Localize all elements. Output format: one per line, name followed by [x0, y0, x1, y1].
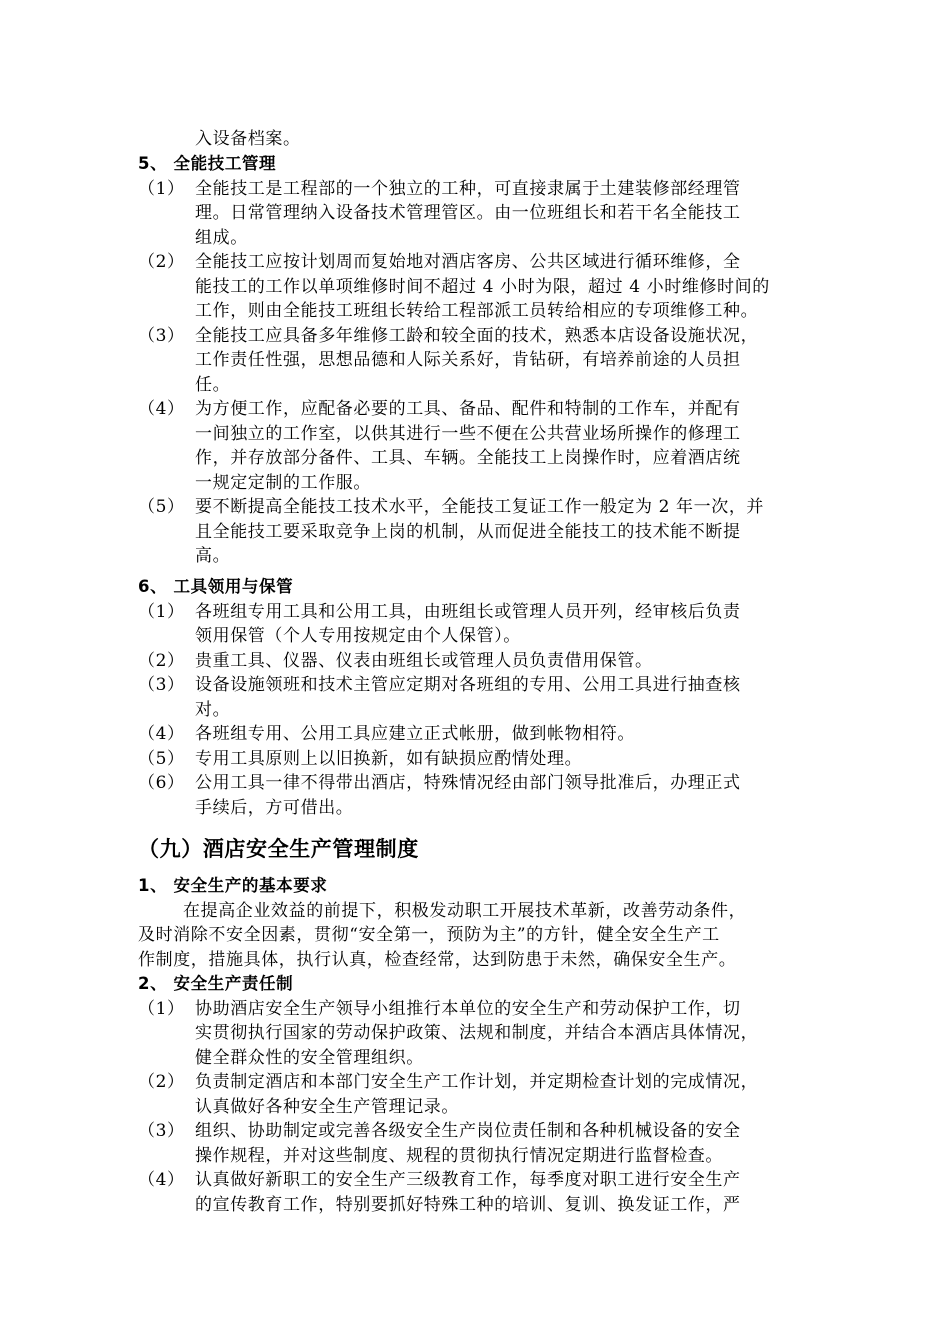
text-line: 认真做好新职工的安全生产三级教育工作，每季度对职工进行安全生产 — [195, 1170, 741, 1190]
text-line: 全能技工应按计划周而复始地对酒店客房、公共区域进行循环维修，全 — [195, 252, 741, 272]
item-number: （1） — [138, 601, 185, 622]
text-line: 公用工具一律不得带出酒店，特殊情况经由部门领导批准后，办理正式 — [195, 773, 741, 793]
text-line: 贵重工具、仪器、仪表由班组长或管理人员负责借用保管。 — [195, 650, 653, 671]
text-line: 协助酒店安全生产领导小组推行本单位的安全生产和劳动保护工作，切 — [195, 998, 741, 1019]
text-line: 设备设施领班和技术主管应定期对各班组的专用、公用工具进行抽查核 — [195, 675, 741, 695]
section-heading: 5、 全能技工管理 — [138, 154, 277, 173]
text-line: 要不断提高全能技工技术水平，全能技工复证工作一般定为 2 年一次，并 — [195, 497, 765, 517]
chapter-heading: （九）酒店安全生产管理制度 — [138, 837, 419, 861]
text-line: 认真做好各种安全生产管理记录。 — [195, 1096, 459, 1117]
list-item — [138, 397, 818, 422]
section-6 — [138, 575, 818, 820]
item-number: （5） — [138, 748, 185, 769]
text-line: 手续后，方可借出。 — [195, 797, 354, 818]
text-line: 各班组专用工具和公用工具，由班组长或管理人员开列，经审核后负责 — [195, 601, 741, 622]
text-line: 一规定定制的工作服。 — [195, 472, 371, 493]
text-line: 组成。 — [195, 227, 248, 248]
text-line: 操作规程，并对这些制度、规程的贯彻执行情况定期进行监督检查。 — [195, 1145, 723, 1166]
item-number: （4） — [138, 1170, 185, 1190]
text-line: 工作，则由全能技工班组长转给工程部派工员转给相应的专项维修工种。 — [195, 301, 759, 321]
text-line: 在提高企业效益的前提下，积极发动职工开展技术革新，改善劳动条件， — [183, 900, 747, 921]
item-number: （4） — [138, 399, 185, 419]
list-item — [138, 177, 818, 202]
text-line: 作制度，措施具体，执行认真，检查经常，达到防患于未然，确保安全生产。 — [138, 949, 737, 970]
text-line: 高。 — [195, 546, 231, 566]
item-number: （1） — [138, 998, 185, 1019]
safety-section-2 — [138, 972, 818, 1217]
continuation-block — [138, 127, 818, 152]
text-line: 组织、协助制定或完善各级安全生产岗位责任制和各种机械设备的安全 — [195, 1121, 741, 1141]
text-line: 且全能技工要采取竞争上岗的机制，从而促进全能技工的技术能不断提 — [195, 521, 741, 542]
list-item — [138, 722, 818, 747]
text-line: 全能技工是工程部的一个独立的工种，可直接隶属于土建装修部经理管 — [195, 178, 741, 199]
text-line: 对。 — [195, 699, 231, 720]
section-heading: 2、 安全生产责任制 — [138, 974, 294, 993]
text-line: 工作责任性强，思想品德和人际关系好，肯钻研，有培养前途的人员担 — [195, 350, 741, 370]
item-number: （3） — [138, 675, 185, 695]
list-item — [138, 747, 818, 772]
text-line: 任。 — [195, 374, 231, 395]
list-item — [138, 997, 818, 1022]
item-number: （1） — [138, 178, 185, 199]
text-line: 的宣传教育工作，特别要抓好特殊工种的培训、复训、换发证工作，严 — [195, 1194, 741, 1215]
text-line: 理。日常管理纳入设备技术管理管区。由一位班组长和若干名全能技工 — [195, 203, 741, 223]
section-5 — [138, 152, 818, 569]
item-number: （6） — [138, 773, 185, 793]
text-line: 一间独立的工作室，以供其进行一些不便在公共营业场所操作的修理工 — [195, 423, 741, 444]
chapter-heading-block — [138, 834, 818, 864]
text-line: 各班组专用、公用工具应建立正式帐册，做到帐物相符。 — [195, 724, 635, 744]
item-number: （5） — [138, 497, 185, 517]
item-number: （2） — [138, 252, 185, 272]
list-item — [138, 649, 818, 674]
text-line: 作，并存放部分备件、工具、车辆。全能技工上岗操作时，应着酒店统 — [195, 448, 741, 468]
text-line: 实贯彻执行国家的劳动保护政策、法规和制度，并结合本酒店具体情况， — [195, 1023, 759, 1043]
list-item — [138, 600, 818, 625]
list-item — [138, 673, 818, 698]
item-number: （3） — [138, 325, 185, 346]
item-number: （3） — [138, 1121, 185, 1141]
item-number: （4） — [138, 724, 185, 744]
text-line: 为方便工作，应配备必要的工具、备品、配件和特制的工作车，并配有 — [195, 399, 741, 419]
list-item — [138, 1119, 818, 1144]
section-heading: 6、 工具领用与保管 — [138, 577, 294, 596]
text-line: 全能技工应具备多年维修工龄和较全面的技术，熟悉本店设备设施状况， — [195, 325, 759, 346]
list-item — [138, 324, 818, 349]
text-line: 专用工具原则上以旧换新，如有缺损应酌情处理。 — [195, 748, 583, 769]
text-line: 能技工的工作以单项维修时间不超过 4 小时为限，超过 4 小时维修时间的 — [195, 276, 770, 297]
text-line: 领用保管（个人专用按规定由个人保管）。 — [195, 626, 521, 646]
text-line: 入设备档案。 — [195, 129, 301, 149]
list-item — [138, 1070, 818, 1095]
list-item — [138, 771, 818, 796]
list-item — [138, 1168, 818, 1193]
safety-section-1 — [138, 874, 818, 972]
item-number: （2） — [138, 1072, 185, 1092]
text-line: 及时消除不安全因素，贯彻“安全第一，预防为主”的方针，健全安全生产工 — [138, 925, 720, 945]
text-line: 负责制定酒店和本部门安全生产工作计划，并定期检查计划的完成情况， — [195, 1072, 759, 1092]
list-item — [138, 495, 818, 520]
section-heading: 1、 安全生产的基本要求 — [138, 876, 328, 895]
list-item — [138, 250, 818, 275]
item-number: （2） — [138, 650, 185, 671]
text-line: 健全群众性的安全管理组织。 — [195, 1047, 424, 1068]
